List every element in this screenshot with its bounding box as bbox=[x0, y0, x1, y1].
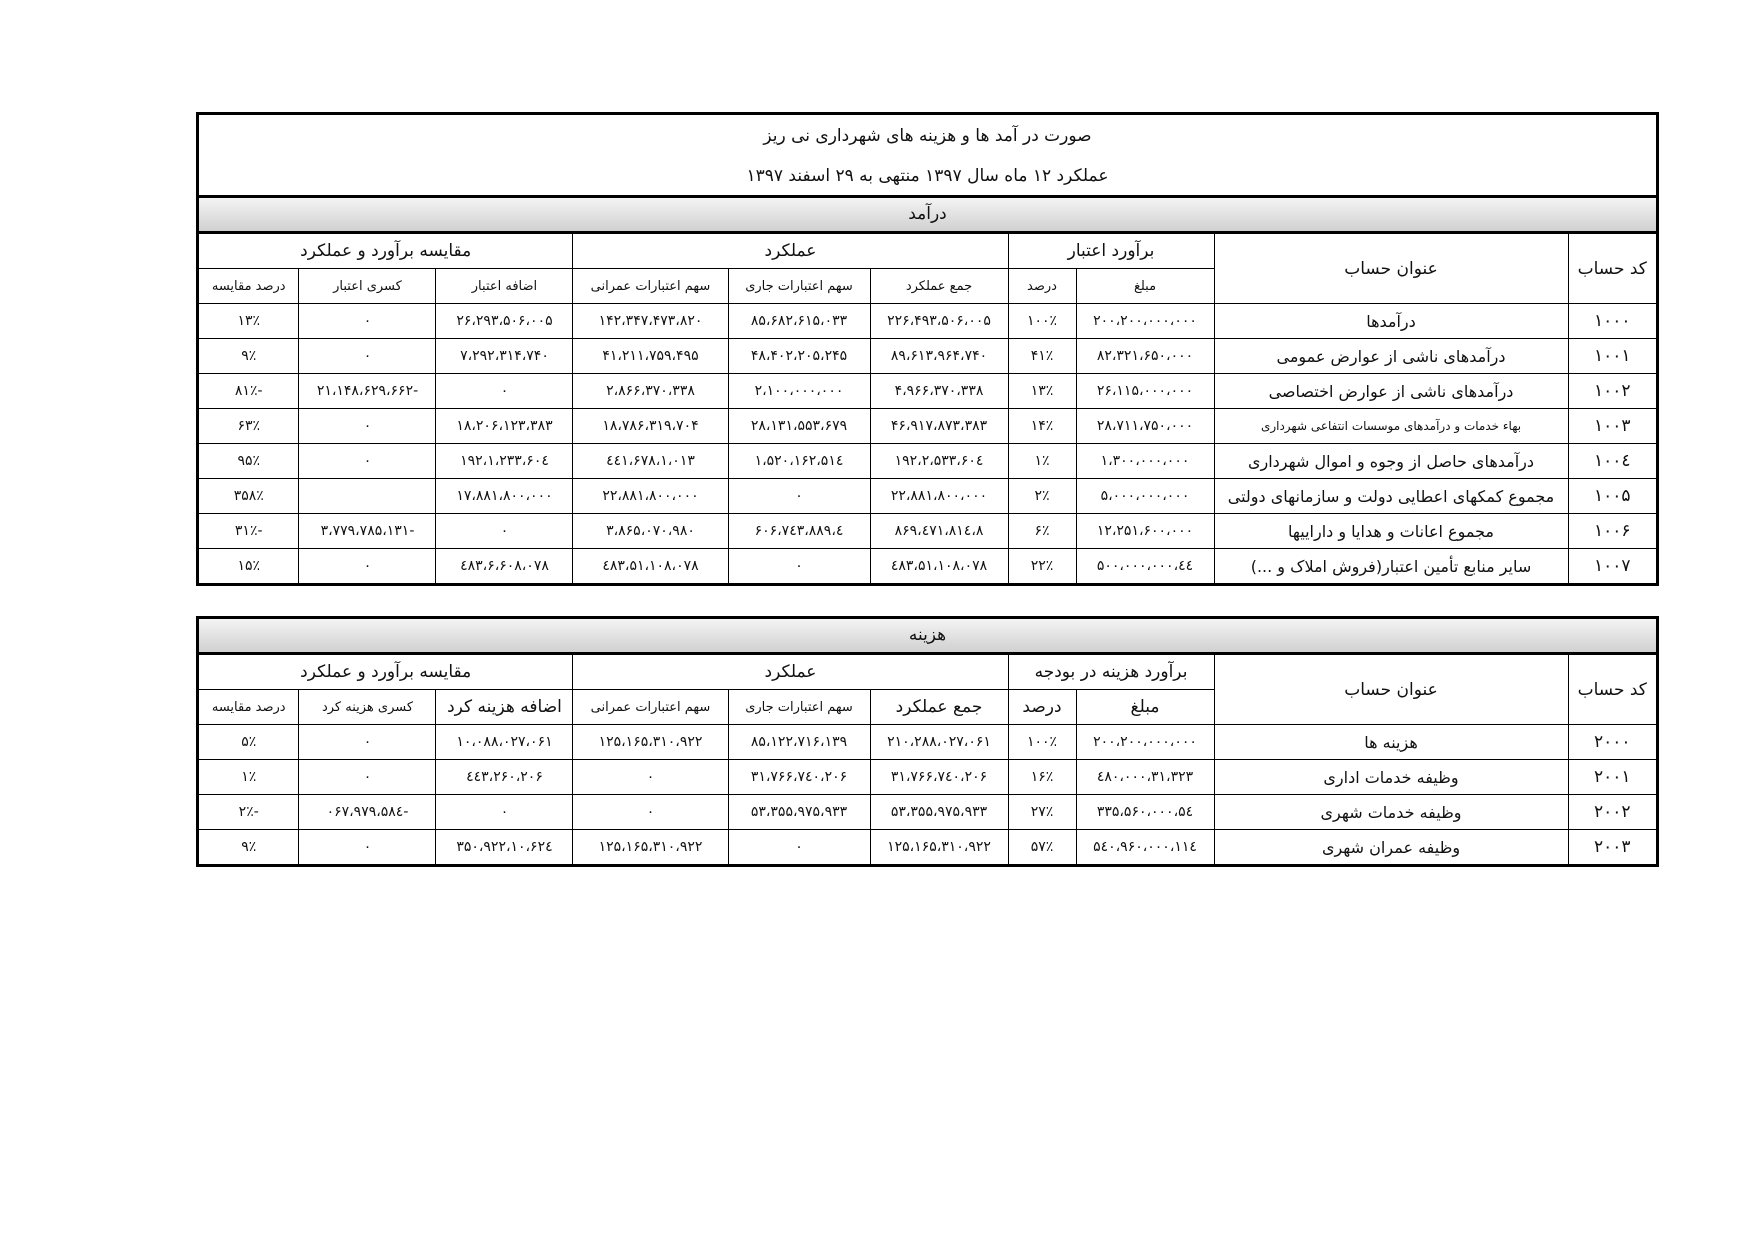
amount-cell: ٤٤،۵۰۰،۰۰۰،۰۰۰ bbox=[1076, 549, 1214, 584]
col-percent: درصد bbox=[1008, 269, 1076, 304]
account-title-cell: هزینه ها bbox=[1214, 725, 1568, 760]
col-account-title: عنوان حساب bbox=[1214, 234, 1568, 304]
capital-share-cell: ۱۲۵،۱۶۵،۳۱۰،۹۲۲ bbox=[573, 725, 728, 760]
table-row bbox=[199, 549, 1656, 584]
account-code-cell: ۱۰۰۳ bbox=[1568, 409, 1656, 444]
col-current-share: سهم اعتبارات جاری bbox=[728, 269, 870, 304]
account-code-cell: ۲۰۰۱ bbox=[1568, 760, 1656, 795]
amount-cell: ۳۱،۳۲۳،٤۸۰،۰۰۰ bbox=[1076, 760, 1214, 795]
percent-cell: ۲۲٪ bbox=[1008, 549, 1076, 584]
amount-cell: ۵،۰۰۰،۰۰۰،۰۰۰ bbox=[1076, 479, 1214, 514]
account-title-cell: مجموع کمکهای اعطایی دولت و سازمانهای دولتی bbox=[1214, 479, 1568, 514]
excess-cell: ۲۶،۲۹۳،۵۰۶،۰۰۵ bbox=[436, 304, 573, 339]
table-row bbox=[199, 514, 1656, 549]
total-performance-cell: ۴۶،۹۱۷،۸۷۳،۳۸۳ bbox=[870, 409, 1008, 444]
shortfall-cell: ۰ bbox=[299, 725, 436, 760]
statement-header bbox=[199, 115, 1656, 198]
account-title-cell: سایر منابع تأمین اعتبار(فروش املاک و ...) bbox=[1214, 549, 1568, 584]
table-row bbox=[199, 479, 1656, 514]
account-title-cell: درآمدهای حاصل از وجوه و اموال شهرداری bbox=[1214, 444, 1568, 479]
col-percent: درصد bbox=[1008, 690, 1076, 725]
capital-share-cell: ۵۱،۱۰۸،۰۷۸،٤۸۳ bbox=[573, 549, 728, 584]
col-current-share: سهم اعتبارات جاری bbox=[728, 690, 870, 725]
table-row bbox=[199, 444, 1656, 479]
account-code-cell: ۱۰۰۰ bbox=[1568, 304, 1656, 339]
total-performance-cell: ۲۲،۸۸۱،۸۰۰،۰۰۰ bbox=[870, 479, 1008, 514]
table-row bbox=[199, 795, 1656, 830]
account-title-cell: درآمدهای ناشی از عوارض اختصاصی bbox=[1214, 374, 1568, 409]
current-share-cell: ۴۸،۴۰۲،۲۰۵،۲۴۵ bbox=[728, 339, 870, 374]
excess-cell: ۰ bbox=[436, 374, 573, 409]
capital-share-cell: ۲،۸۶۶،۳۷۰،۳۳۸ bbox=[573, 374, 728, 409]
excess-cell: ۱۰،۶۲٤،۳۵۰،۹۲۲ bbox=[436, 830, 573, 865]
col-account-code: کد حساب bbox=[1568, 655, 1656, 725]
col-group-comparison: مقایسه برآورد و عملکرد bbox=[199, 655, 573, 690]
capital-share-cell: ۴۱،۲۱۱،۷۵۹،۴۹۵ bbox=[573, 339, 728, 374]
excess-cell: ۰ bbox=[436, 514, 573, 549]
col-total-performance: جمع عملکرد bbox=[870, 269, 1008, 304]
percent-cell: ۱۰۰٪ bbox=[1008, 725, 1076, 760]
account-title-cell: درآمدها bbox=[1214, 304, 1568, 339]
current-share-cell: ۵۳،۳۵۵،۹۷۵،۹۳۳ bbox=[728, 795, 870, 830]
income-statement-table bbox=[196, 112, 1659, 586]
shortfall-cell bbox=[299, 479, 436, 514]
current-share-cell: ۰ bbox=[728, 549, 870, 584]
percent-cell: ۲۷٪ bbox=[1008, 795, 1076, 830]
table-row bbox=[199, 409, 1656, 444]
total-performance-cell: ۸۹،۶۱۳،۹۶۴،۷۴۰ bbox=[870, 339, 1008, 374]
statement-title: صورت در آمد ها و هزینه های شهرداری نی ریز bbox=[763, 126, 1092, 146]
total-performance-cell: ۲،۵۳۳،۶۰٤،۱۹۲ bbox=[870, 444, 1008, 479]
table-row bbox=[199, 339, 1656, 374]
col-shortfall: کسری هزینه کرد bbox=[299, 690, 436, 725]
current-share-cell: ۱،۵۲۰،۱۶۲،۵۱٤ bbox=[728, 444, 870, 479]
compare-percent-cell: ۹۵٪ bbox=[199, 444, 299, 479]
current-share-cell: ۸۵،۶۸۲،۶۱۵،۰۳۳ bbox=[728, 304, 870, 339]
table-row bbox=[199, 304, 1656, 339]
excess-cell: ۰ bbox=[436, 795, 573, 830]
percent-cell: ۴۱٪ bbox=[1008, 339, 1076, 374]
expense-table bbox=[199, 654, 1656, 864]
capital-share-cell: ۱۴۲،۳۴۷،۴۷۳،۸۲۰ bbox=[573, 304, 728, 339]
compare-percent-cell: ۳۵۸٪ bbox=[199, 479, 299, 514]
compare-percent-cell: ۱٪ bbox=[199, 760, 299, 795]
col-group-estimate: برآورد اعتبار bbox=[1008, 234, 1214, 269]
total-performance-cell: ۵۱،۱۰۸،۰۷۸،٤۸۳ bbox=[870, 549, 1008, 584]
total-performance-cell: ۴،۹۶۶،۳۷۰،۳۳۸ bbox=[870, 374, 1008, 409]
shortfall-cell: -۲۱،۱۴۸،۶۲۹،۶۶۲ bbox=[299, 374, 436, 409]
total-performance-cell: ۲۲۶،۴۹۳،۵۰۶،۰۰۵ bbox=[870, 304, 1008, 339]
capital-share-cell: ۱۸،۷۸۶،۳۱۹،۷۰۴ bbox=[573, 409, 728, 444]
current-share-cell: ۰ bbox=[728, 479, 870, 514]
excess-cell: ۶،۶۰۸،۰۷۸،٤۸۳ bbox=[436, 549, 573, 584]
excess-cell: ۱۰،۰۸۸،۰۲۷،۰۶۱ bbox=[436, 725, 573, 760]
percent-cell: ۵۷٪ bbox=[1008, 830, 1076, 865]
table-row bbox=[199, 760, 1656, 795]
account-code-cell: ۲۰۰۰ bbox=[1568, 725, 1656, 760]
account-title-cell: بهاء خدمات و درآمدهای موسسات انتفاعی شهرداری bbox=[1214, 409, 1568, 444]
percent-cell: ۱۰۰٪ bbox=[1008, 304, 1076, 339]
account-title-cell: وظیفه خدمات اداری bbox=[1214, 760, 1568, 795]
total-performance-cell: ۳۱،۷۶۶،۷٤۰،۲۰۶ bbox=[870, 760, 1008, 795]
expense-statement-table bbox=[196, 616, 1659, 867]
percent-cell: ۲٪ bbox=[1008, 479, 1076, 514]
col-capital-share: سهم اعتبارات عمرانی bbox=[573, 690, 728, 725]
shortfall-cell: -۳،۷۷۹،۷۸۵،۱۳۱ bbox=[299, 514, 436, 549]
account-title-cell: درآمدهای ناشی از عوارض عمومی bbox=[1214, 339, 1568, 374]
statement-period: عملکرد ۱۲ ماه سال ۱۳۹۷ منتهی به ۲۹ اسفند ۱۳۹۷ bbox=[746, 166, 1109, 186]
percent-cell: ۶٪ bbox=[1008, 514, 1076, 549]
compare-percent-cell: -۳۱٪ bbox=[199, 514, 299, 549]
account-code-cell: ۲۰۰۲ bbox=[1568, 795, 1656, 830]
account-code-cell: ۱۰۰۱ bbox=[1568, 339, 1656, 374]
shortfall-cell: ۰ bbox=[299, 409, 436, 444]
amount-cell: ۲۰۰،۲۰۰،۰۰۰،۰۰۰ bbox=[1076, 725, 1214, 760]
amount-cell: ۱،۳۰۰،۰۰۰،۰۰۰ bbox=[1076, 444, 1214, 479]
account-title-cell: مجموع اعانات و هدایا و داراییها bbox=[1214, 514, 1568, 549]
compare-percent-cell: ۱۳٪ bbox=[199, 304, 299, 339]
compare-percent-cell: ۹٪ bbox=[199, 830, 299, 865]
shortfall-cell: ۰ bbox=[299, 444, 436, 479]
expense-section-title: هزینه bbox=[199, 619, 1656, 654]
total-performance-cell: ۵۳،۳۵۵،۹۷۵،۹۳۳ bbox=[870, 795, 1008, 830]
shortfall-cell: -۹۷۹،۵۸٤،۰۶۷ bbox=[299, 795, 436, 830]
col-group-performance: عملکرد bbox=[573, 655, 1008, 690]
percent-cell: ۱٪ bbox=[1008, 444, 1076, 479]
capital-share-cell: ۱۲۵،۱۶۵،۳۱۰،۹۲۲ bbox=[573, 830, 728, 865]
total-performance-cell: ۱۲۵،۱۶۵،۳۱۰،۹۲۲ bbox=[870, 830, 1008, 865]
capital-share-cell: ۰ bbox=[573, 760, 728, 795]
excess-cell: ۱۸،۲۰۶،۱۲۳،۳۸۳ bbox=[436, 409, 573, 444]
shortfall-cell: ۰ bbox=[299, 304, 436, 339]
col-total-performance: جمع عملکرد bbox=[870, 690, 1008, 725]
col-compare-percent: درصد مقایسه bbox=[199, 269, 299, 304]
capital-share-cell: ۰ bbox=[573, 795, 728, 830]
income-table bbox=[199, 233, 1656, 583]
amount-cell: ۱۱٤،۵٤۰،۹۶۰،۰۰۰ bbox=[1076, 830, 1214, 865]
capital-share-cell: ۲۲،۸۸۱،۸۰۰،۰۰۰ bbox=[573, 479, 728, 514]
compare-percent-cell: ۶۳٪ bbox=[199, 409, 299, 444]
col-group-estimate: برآورد هزینه در بودجه bbox=[1008, 655, 1214, 690]
col-group-comparison: مقایسه برآورد و عملکرد bbox=[199, 234, 573, 269]
table-row bbox=[199, 830, 1656, 865]
current-share-cell: ۲،۱۰۰،۰۰۰،۰۰۰ bbox=[728, 374, 870, 409]
compare-percent-cell: ۱۵٪ bbox=[199, 549, 299, 584]
income-section-title: درآمد bbox=[199, 198, 1656, 233]
col-excess: اضافه اعتبار bbox=[436, 269, 573, 304]
current-share-cell: ۲۸،۱۳۱،۵۵۳،۶۷۹ bbox=[728, 409, 870, 444]
col-amount: مبلغ bbox=[1076, 269, 1214, 304]
current-share-cell: ۰ bbox=[728, 830, 870, 865]
account-title-cell: وظیفه عمران شهری bbox=[1214, 830, 1568, 865]
compare-percent-cell: ۵٪ bbox=[199, 725, 299, 760]
col-account-title: عنوان حساب bbox=[1214, 655, 1568, 725]
compare-percent-cell: ۹٪ bbox=[199, 339, 299, 374]
account-code-cell: ۱۰۰۲ bbox=[1568, 374, 1656, 409]
capital-share-cell: ۳،۸۶۵،۰۷۰،۹۸۰ bbox=[573, 514, 728, 549]
account-code-cell: ۱۰۰۶ bbox=[1568, 514, 1656, 549]
amount-cell: ۲۰۰،۲۰۰،۰۰۰،۰۰۰ bbox=[1076, 304, 1214, 339]
excess-cell: ۱۷،۸۸۱،۸۰۰،۰۰۰ bbox=[436, 479, 573, 514]
total-performance-cell: ۲۱۰،۲۸۸،۰۲۷،۰۶۱ bbox=[870, 725, 1008, 760]
current-share-cell: ۸۵،۱۲۲،۷۱۶،۱۳۹ bbox=[728, 725, 870, 760]
col-account-code: کد حساب bbox=[1568, 234, 1656, 304]
percent-cell: ۱۶٪ bbox=[1008, 760, 1076, 795]
shortfall-cell: ۰ bbox=[299, 549, 436, 584]
account-code-cell: ۲۰۰۳ bbox=[1568, 830, 1656, 865]
col-excess: اضافه هزینه کرد bbox=[436, 690, 573, 725]
col-compare-percent: درصد مقایسه bbox=[199, 690, 299, 725]
amount-cell: ۵٤،۳۳۵،۵۶۰،۰۰۰ bbox=[1076, 795, 1214, 830]
amount-cell: ۸۲،۳۲۱،۶۵۰،۰۰۰ bbox=[1076, 339, 1214, 374]
account-code-cell: ۱۰۰۷ bbox=[1568, 549, 1656, 584]
total-performance-cell: ۸،٤۷۱،۸۱٤،۸۶۹ bbox=[870, 514, 1008, 549]
percent-cell: ۱۳٪ bbox=[1008, 374, 1076, 409]
table-row bbox=[199, 725, 1656, 760]
account-title-cell: وظیفه خدمات شهری bbox=[1214, 795, 1568, 830]
excess-cell: ٤٤۳،۲۶۰،۲۰۶ bbox=[436, 760, 573, 795]
current-share-cell: ٤،۶۰۶،۷٤۳،۸۸۹ bbox=[728, 514, 870, 549]
amount-cell: ۱۲،۲۵۱،۶۰۰،۰۰۰ bbox=[1076, 514, 1214, 549]
amount-cell: ۲۸،۷۱۱،۷۵۰،۰۰۰ bbox=[1076, 409, 1214, 444]
compare-percent-cell: -۸۱٪ bbox=[199, 374, 299, 409]
capital-share-cell: ۱،۰۱۳،٤٤۱،۶۷۸ bbox=[573, 444, 728, 479]
col-capital-share: سهم اعتبارات عمرانی bbox=[573, 269, 728, 304]
col-shortfall: کسری اعتبار bbox=[299, 269, 436, 304]
table-row bbox=[199, 374, 1656, 409]
amount-cell: ۲۶،۱۱۵،۰۰۰،۰۰۰ bbox=[1076, 374, 1214, 409]
compare-percent-cell: -۲٪ bbox=[199, 795, 299, 830]
account-code-cell: ۱۰۰٤ bbox=[1568, 444, 1656, 479]
shortfall-cell: ۰ bbox=[299, 830, 436, 865]
excess-cell: ۷،۲۹۲،۳۱۴،۷۴۰ bbox=[436, 339, 573, 374]
col-amount: مبلغ bbox=[1076, 690, 1214, 725]
percent-cell: ۱۴٪ bbox=[1008, 409, 1076, 444]
shortfall-cell: ۰ bbox=[299, 760, 436, 795]
account-code-cell: ۱۰۰۵ bbox=[1568, 479, 1656, 514]
excess-cell: ۱،۲۳۳،۶۰٤،۱۹۲ bbox=[436, 444, 573, 479]
col-group-performance: عملکرد bbox=[573, 234, 1008, 269]
current-share-cell: ۳۱،۷۶۶،۷٤۰،۲۰۶ bbox=[728, 760, 870, 795]
shortfall-cell: ۰ bbox=[299, 339, 436, 374]
